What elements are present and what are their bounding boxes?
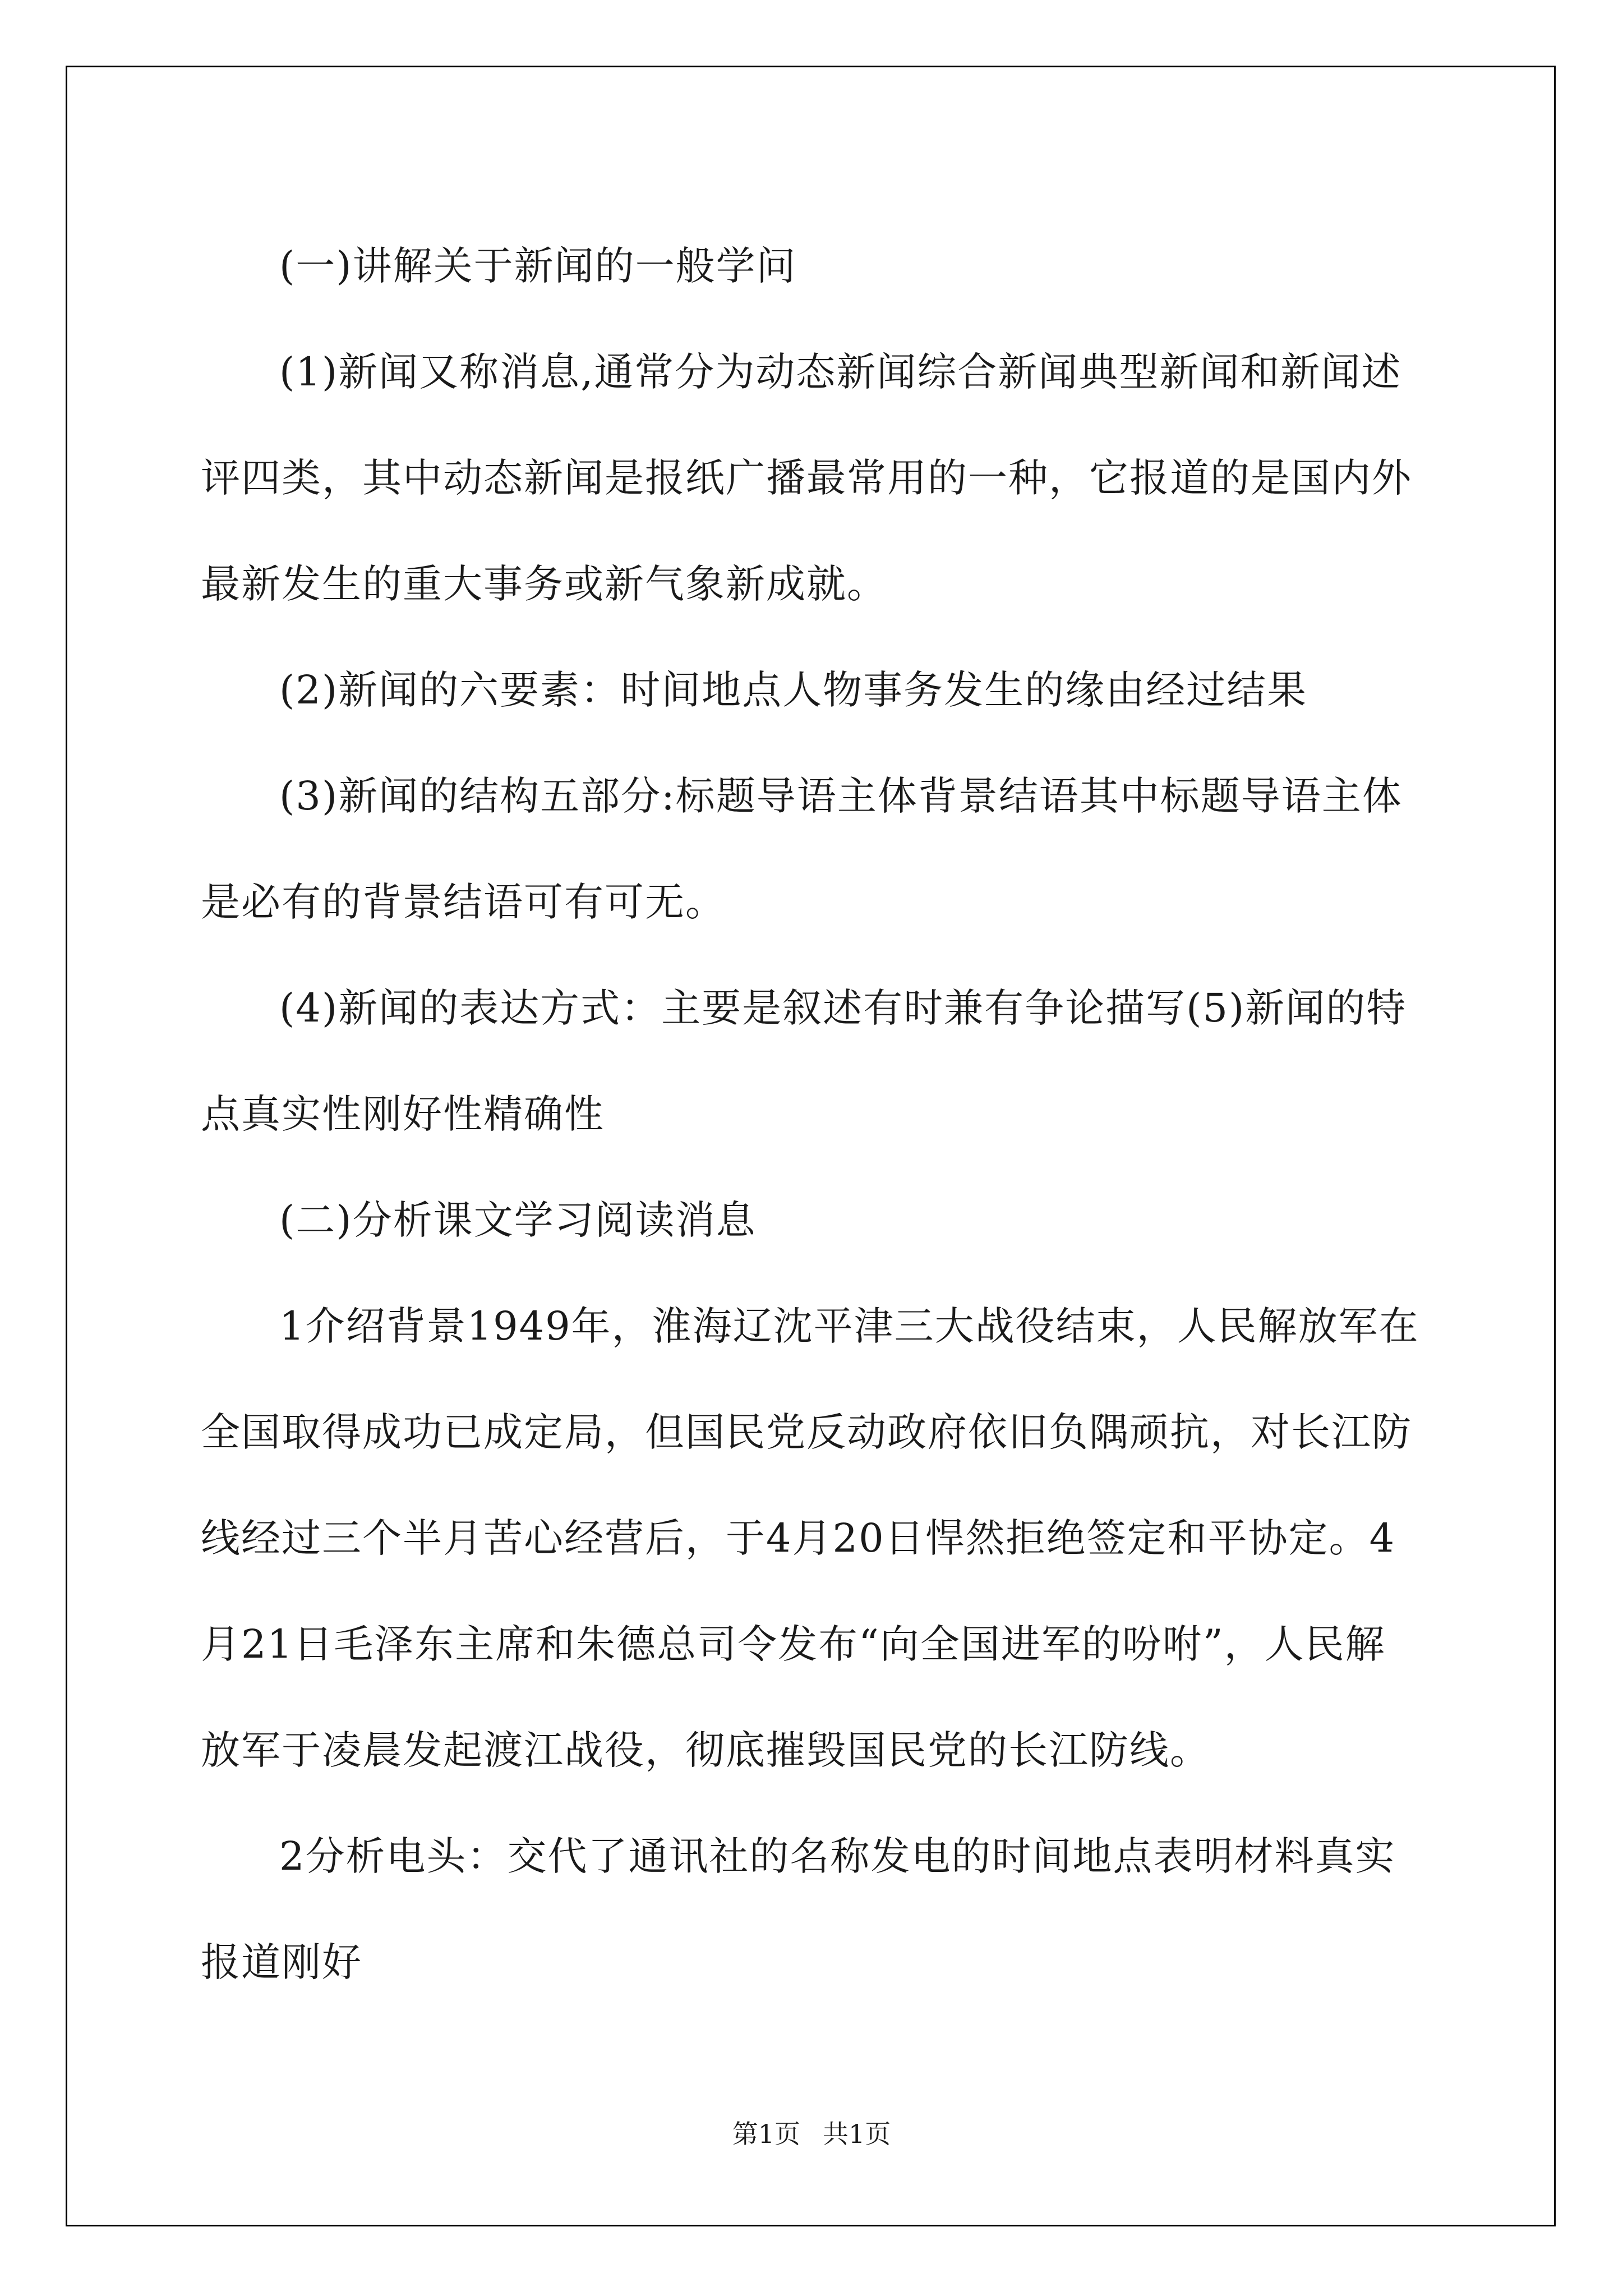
paragraph: 2分析电头：交代了通讯社的名称发电的时间地点表明材料真实报道刚好 bbox=[201, 1833, 1396, 1985]
paragraph: (4)新闻的表达方式：主要是叙述有时兼有争论描写(5)新闻的特点真实性刚好性精确性 bbox=[201, 985, 1407, 1137]
document-body bbox=[201, 213, 1423, 2016]
page-total: 共1页 bbox=[823, 2119, 891, 2149]
section-heading-2: (二)分析课文学习阅读消息 bbox=[279, 1197, 757, 1243]
page-number: 第1页 bbox=[732, 2119, 800, 2149]
paragraph: (2)新闻的六要素：时间地点人物事务发生的缘由经过结果 bbox=[279, 667, 1308, 713]
page-footer bbox=[0, 2114, 1623, 2151]
section-heading-1: (一)讲解关于新闻的一般学问 bbox=[279, 243, 797, 289]
paragraph: 1介绍背景1949年，淮海辽沈平津三大战役结束，人民解放军在全国取得成功已成定局，但国民党反动政府依旧负隅顽抗，对长江防线经过三个半月苦心经营后，于4月20日悍然拒绝签定和平协定。4月21日毛泽东主席和朱德总司令发布“向全国进军的吩咐”，人民解放军于凌晨发起渡江战役，彻底摧毁国民党的长江防线。 bbox=[201, 1303, 1419, 1773]
paragraph: (1)新闻又称消息,通常分为动态新闻综合新闻典型新闻和新闻述评四类，其中动态新闻是报纸广播最常用的一种，它报道的是国内外最新发生的重大事务或新气象新成就。 bbox=[201, 349, 1412, 607]
paragraph: (3)新闻的结构五部分:标题导语主体背景结语其中标题导语主体是必有的背景结语可有可无。 bbox=[201, 773, 1403, 925]
